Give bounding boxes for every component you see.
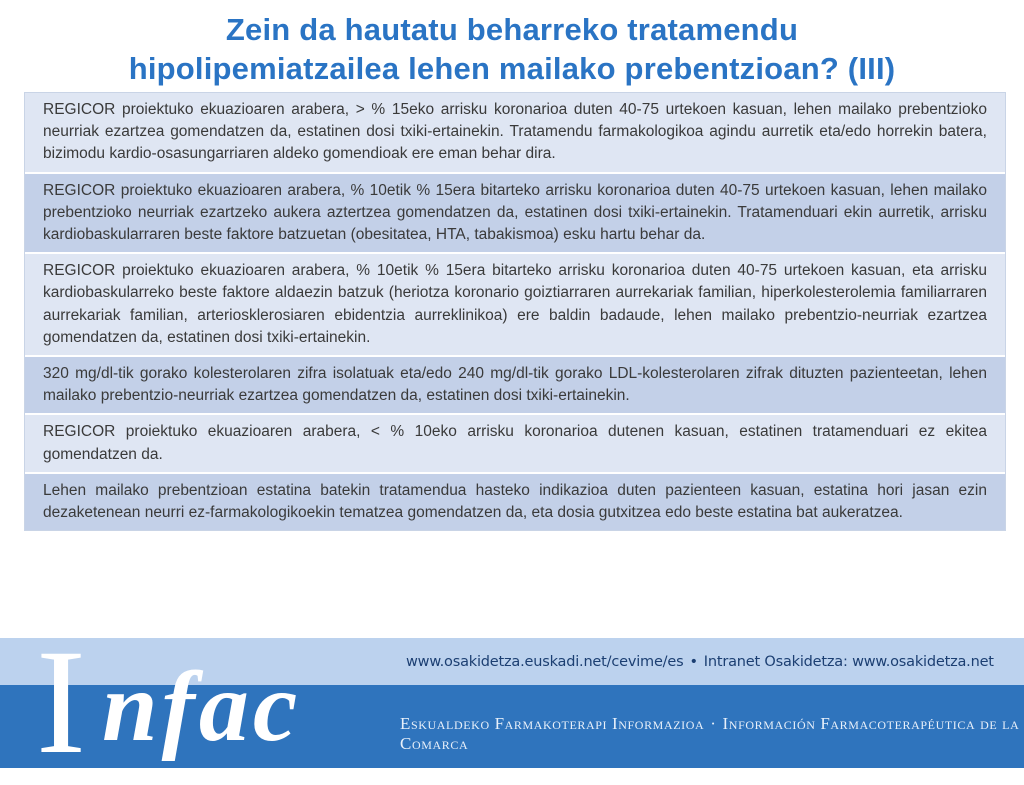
footer-links bbox=[406, 654, 994, 670]
tagline-basque: Eskualdeko Farmakoterapi Informazioa bbox=[400, 714, 705, 733]
infac-logo bbox=[36, 619, 336, 785]
footer-bullet: • bbox=[689, 654, 698, 670]
recommendation-row-2: REGICOR proiektuko ekuazioaren arabera, % 10etik % 15era bitarteko arrisku koronarioa duten 40-75 urtekoen kasuan, lehen mailako prebentzioko neurriak ezartzeko aukera aztertzea gomendatzen da, estatinen dosi txiki-ertainekin. Tratamenduari ekin aurretik, arrisku kardiobaskularraren beste faktore batzuetan (obesitatea, HTA, tabakismoa) esku hartu behar da. bbox=[25, 174, 1005, 255]
tagline-spanish: Información Farmacoterapéutica de la Comarca bbox=[400, 714, 1020, 753]
infac-logo-rest: nfac bbox=[102, 651, 302, 762]
slide-title-line-2: hipolipemiatzailea lehen mailako prebentzioan? (III) bbox=[128, 51, 896, 86]
tagline-separator: · bbox=[710, 714, 717, 733]
recommendation-row-4: 320 mg/dl-tik gorako kolesterolaren zifra isolatuak eta/edo 240 mg/dl-tik gorako LDL-kolesterolaren zifrak dituzten pazienteetan, lehen mailako prebentzio-neurriak ezartzea gomendatzen da, estatinen dosi txiki-ertainekin. bbox=[25, 357, 1005, 415]
recommendation-row-3: REGICOR proiektuko ekuazioaren arabera, % 10etik % 15era bitarteko arrisku koronarioa duten 40-75 urtekoen kasuan, eta arrisku kardiobaskularreko beste faktore aldaezin batzuk (heriotza koronario goiztiarraren aurrekariak familian, hiperkolesterolemia familiarraren aurrekariak familian, arteriosklerosiaren ebidentzia aurreklinikoa) ere baldin badaude, lehen mailako prebentzio-neurriak ezartzea gomendatzen da, estatinen dosi txiki-ertainekin. bbox=[25, 254, 1005, 357]
recommendations-table bbox=[24, 92, 1006, 531]
intranet-url-link[interactable]: Intranet Osakidetza: www.osakidetza.net bbox=[703, 654, 994, 670]
slide-title-line-1: Zein da hautatu beharreko tratamendu bbox=[225, 12, 799, 47]
cevime-url-link[interactable]: www.osakidetza.euskadi.net/cevime/es bbox=[406, 654, 684, 670]
infac-logo-initial: I bbox=[36, 619, 86, 785]
recommendation-row-6: Lehen mailako prebentzioan estatina batekin tratamendua hasteko indikazioa duten pazienteen kasuan, estatina hori jasan ezin dezaketenean neurri ez-farmakologikoekin tematzea gomendatzen da, eta dosia gutxitzea edo beste estatina bat aukeratzea. bbox=[25, 474, 1005, 530]
slide-title bbox=[0, 10, 1024, 88]
recommendation-row-1: REGICOR proiektuko ekuazioaren arabera, > % 15eko arrisku koronarioa duten 40-75 urtekoen kasuan, lehen mailako prebentzioko neurriak ezartzea gomendatzen da, estatinen dosi txiki-ertainekin. Tratamendu farmakologikoa agindu aurretik eta/edo horrekin batera, bizimodu kardio-osasungarriaren aldeko gomendioak ere eman behar dira. bbox=[25, 93, 1005, 174]
recommendation-row-5: REGICOR proiektuko ekuazioaren arabera, < % 10eko arrisku koronarioa dutenen kasuan, estatinen tratamenduari ez ekitea gomendatzen da. bbox=[25, 415, 1005, 473]
footer-tagline bbox=[400, 714, 1024, 754]
